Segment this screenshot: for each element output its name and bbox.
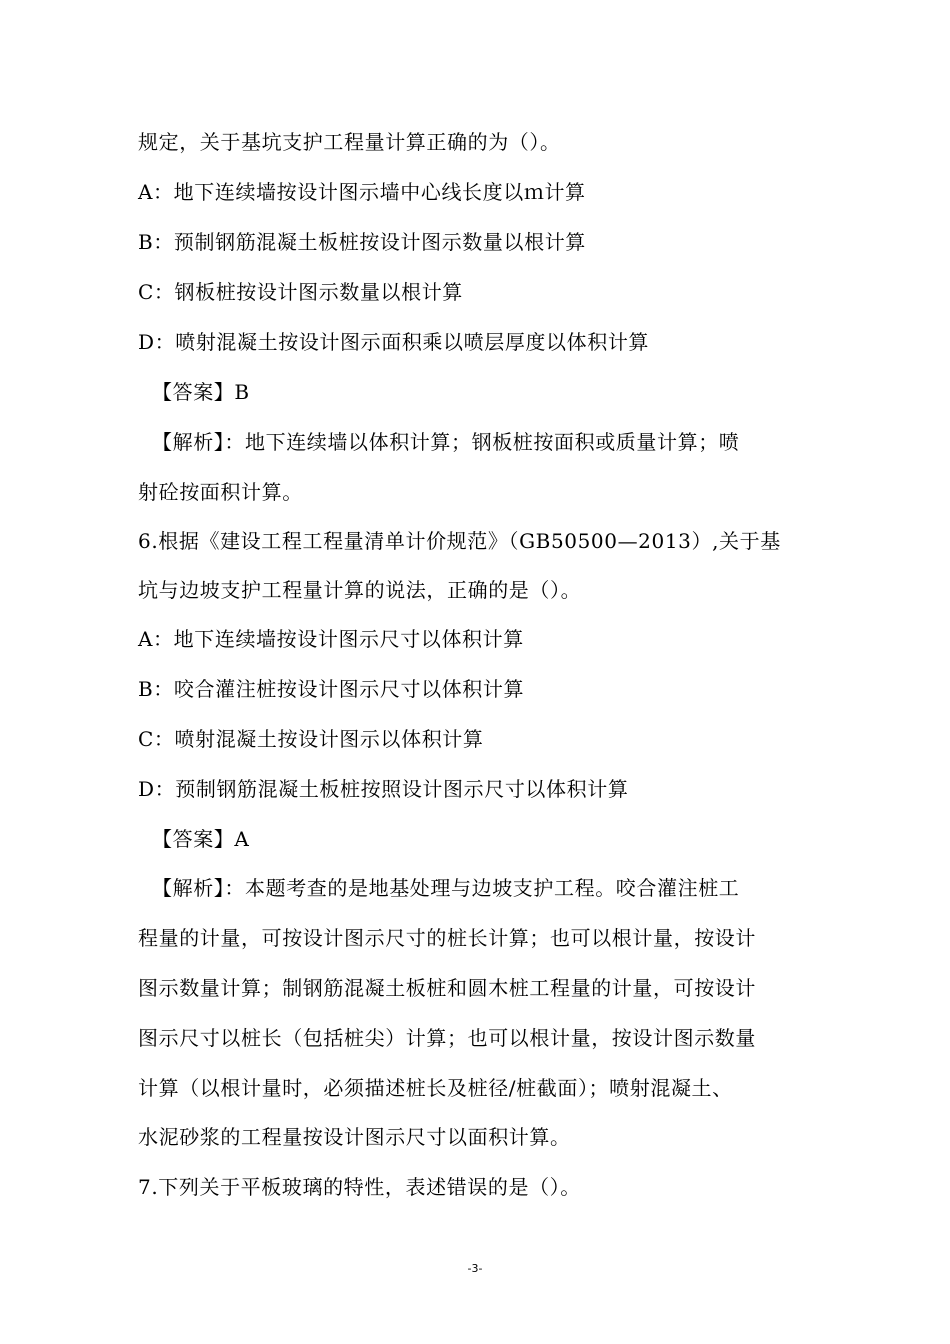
q6-option-d: D：预制钢筋混凝土板桩按照设计图示尺寸以体积计算 <box>138 777 629 801</box>
q5-option-d: D：喷射混凝土按设计图示面积乘以喷层厚度以体积计算 <box>138 330 650 354</box>
q5-option-b: B：预制钢筋混凝土板桩按设计图示数量以根计算 <box>138 230 586 254</box>
q5-analysis-line-1: 【解析】：地下连续墙以体积计算；钢板桩按面积或质量计算；喷 <box>152 430 740 454</box>
q6-option-c: C：喷射混凝土按设计图示以体积计算 <box>138 727 484 751</box>
q5-option-a: A：地下连续墙按设计图示墙中心线长度以ｍ计算 <box>138 180 586 204</box>
page-number: -3- <box>467 1262 483 1275</box>
q6-analysis-line-4: 图示尺寸以桩长（包括桩尖）计算；也可以根计量，按设计图示数量 <box>138 1026 756 1050</box>
q6-analysis-line-2: 程量的计量，可按设计图示尺寸的桩长计算；也可以根计量，按设计 <box>138 926 756 950</box>
q6-analysis-line-6: 水泥砂浆的工程量按设计图示尺寸以面积计算。 <box>138 1125 571 1149</box>
question-7-stem: 7.下列关于平板玻璃的特性，表述错误的是（）。 <box>138 1175 581 1199</box>
question-6-stem-line-2: 坑与边坡支护工程量计算的说法，正确的是（）。 <box>138 578 582 602</box>
question-6-stem-line-1: 6.根据《建设工程工程量清单计价规范》（GB50500—2013）,关于基 <box>138 529 781 553</box>
q6-option-a: A：地下连续墙按设计图示尺寸以体积计算 <box>138 627 524 651</box>
q6-analysis-line-5: 计算（以根计量时，必须描述桩长及桩径/桩截面）；喷射混凝土、 <box>138 1076 733 1100</box>
q5-analysis-line-2: 射砼按面积计算。 <box>138 480 303 504</box>
question-5-stem-continued: 规定，关于基坑支护工程量计算正确的为（）。 <box>138 130 561 154</box>
q5-answer: 【答案】B <box>152 380 250 404</box>
q6-answer: 【答案】A <box>152 827 250 851</box>
q6-option-b: B：咬合灌注桩按设计图示尺寸以体积计算 <box>138 677 525 701</box>
q6-analysis-line-1: 【解析】：本题考查的是地基处理与边坡支护工程。咬合灌注桩工 <box>152 876 740 900</box>
q6-analysis-line-3: 图示数量计算；制钢筋混凝土板桩和圆木桩工程量的计量，可按设计 <box>138 976 756 1000</box>
q5-option-c: C：钢板桩按设计图示数量以根计算 <box>138 280 463 304</box>
